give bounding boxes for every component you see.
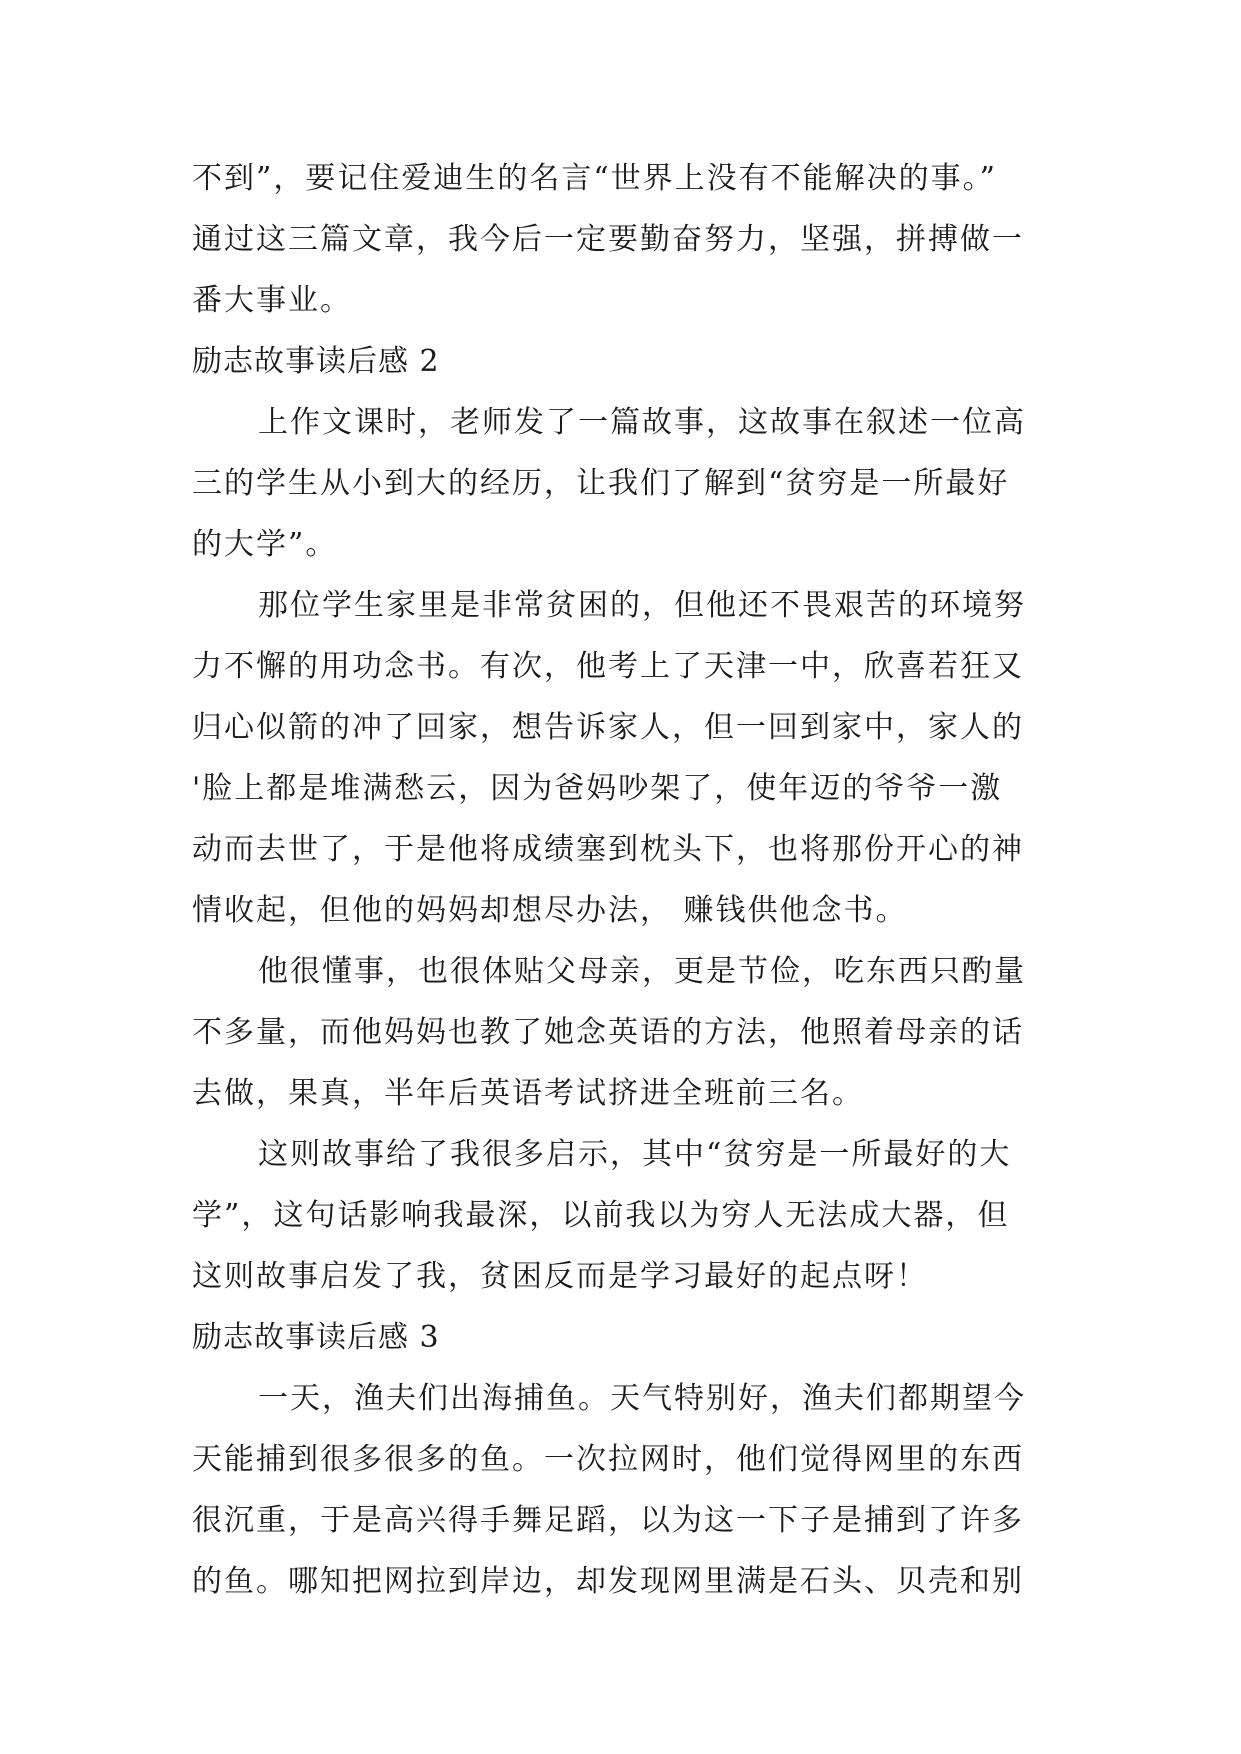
text-line: 这则故事给了我很多启示，其中“贫穷是一所最好的大 xyxy=(258,1137,1012,1172)
text-line: 的鱼。哪知把网拉到岸边，却发现网里满是石头、贝壳和别 xyxy=(192,1564,1024,1599)
text-line: 那位学生家里是非常贫困的，但他还不畏艰苦的环境努 xyxy=(258,588,1026,623)
document-body xyxy=(192,148,1052,1612)
text-line: 不多量，而他妈妈也教了她念英语的方法，他照着母亲的话 xyxy=(192,1015,1024,1050)
text-line: 通过这三篇文章，我今后一定要勤奋努力，坚强，拼搏做一 xyxy=(192,222,1024,257)
text-line: 一天，渔夫们出海捕鱼。天气特别好，渔夫们都期望今 xyxy=(258,1381,1026,1416)
text-line: 这则故事启发了我，贫困反而是学习最好的起点呀！ xyxy=(192,1259,928,1294)
text-line: 力不懈的用功念书。有次，他考上了天津一中，欣喜若狂又 xyxy=(192,649,1024,684)
text-line: 的大学”。 xyxy=(192,527,338,562)
text-line: 天能捕到很多很多的鱼。一次拉网时，他们觉得网里的东西 xyxy=(192,1442,1024,1477)
text-line: '脸上都是堆满愁云，因为爸妈吵架了，使年迈的爷爷一激 xyxy=(192,771,1003,806)
section-heading: 励志故事读后感 3 xyxy=(192,1320,440,1355)
section-heading: 励志故事读后感 2 xyxy=(192,344,440,379)
text-line: 三的学生从小到大的经历，让我们了解到“贫穷是一所最好 xyxy=(192,466,1010,501)
text-line: 动而去世了，于是他将成绩塞到枕头下，也将那份开心的神 xyxy=(192,832,1024,867)
text-line: 他很懂事，也很体贴父母亲，更是节俭，吃东西只酌量 xyxy=(258,954,1026,989)
text-line: 上作文课时，老师发了一篇故事，这故事在叙述一位高 xyxy=(258,405,1026,440)
text-line: 归心似箭的冲了回家，想告诉家人，但一回到家中，家人的 xyxy=(192,710,1024,745)
text-line: 情收起，但他的妈妈却想尽办法， 赚钱供他念书。 xyxy=(192,893,908,928)
text-line: 学”，这句话影响我最深，以前我以为穷人无法成大器，但 xyxy=(192,1198,1010,1233)
text-line: 去做，果真，半年后英语考试挤进全班前三名。 xyxy=(192,1076,864,1111)
text-line: 很沉重，于是高兴得手舞足蹈，以为这一下子是捕到了许多 xyxy=(192,1503,1024,1538)
text-line: 番大事业。 xyxy=(192,283,352,318)
text-line: 不到”，要记住爱迪生的名言“世界上没有不能解决的事。” xyxy=(192,161,998,196)
